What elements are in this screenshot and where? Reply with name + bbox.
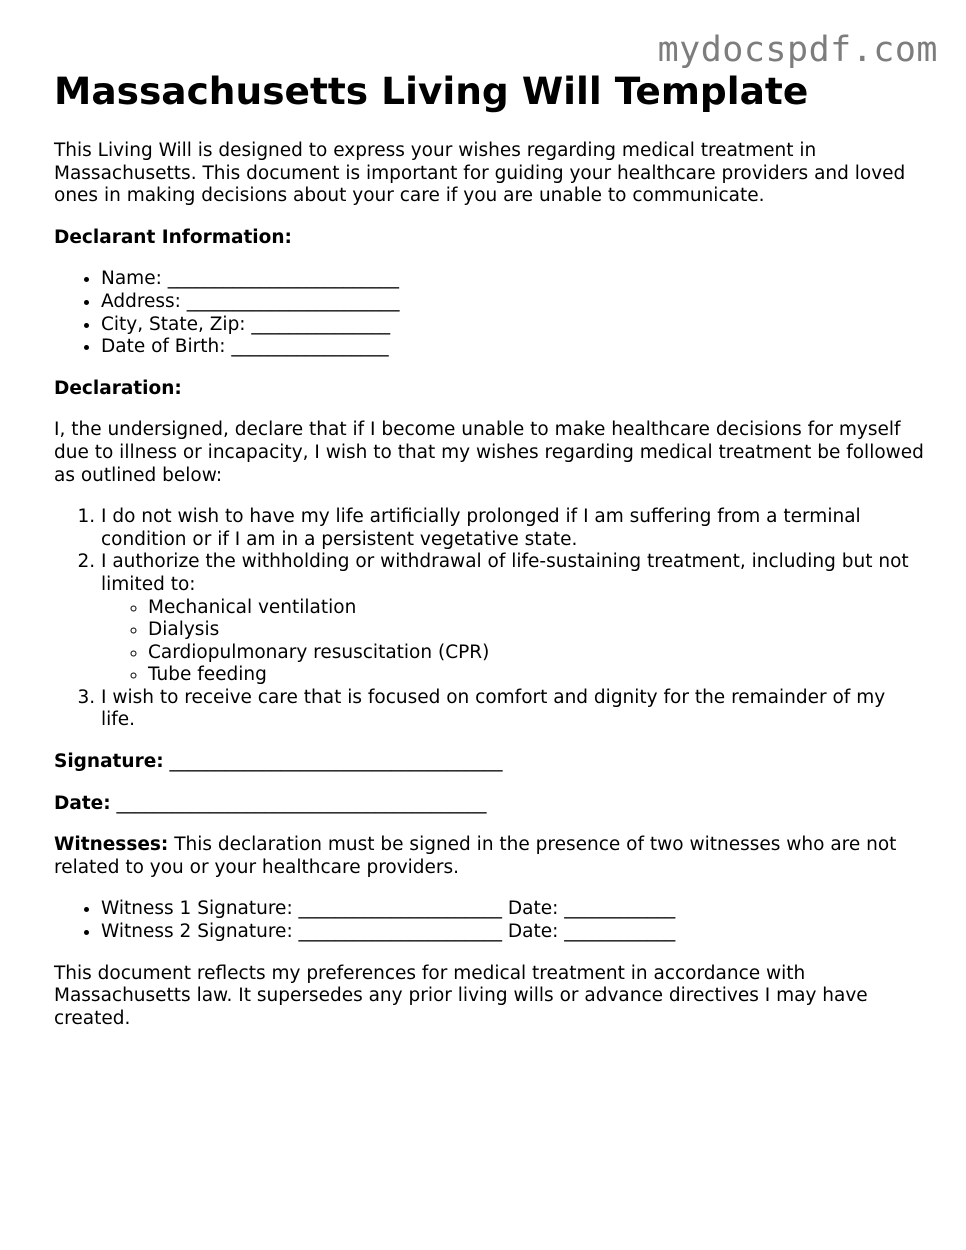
- watermark: mydocspdf.com: [657, 30, 938, 70]
- declaration-item: [101, 687, 924, 732]
- closing-paragraph: This document reflects my preferences for medical treatment in accordance with Massachusetts law. It supersedes any prior living wills or advance directives I may have created.: [54, 962, 868, 1029]
- declaration-paragraph: I, the undersigned, declare that if I become unable to make healthcare decisions for myself due to illness or incapacity, I wish to that my wishes regarding medical treatment be followed as outlined below:: [54, 419, 924, 486]
- declarant-fields-list: [54, 268, 924, 358]
- declaration-item: [101, 506, 924, 551]
- witness-lines-list: [54, 898, 924, 943]
- date-of-birth-field: • Date of Birth: _________________: [101, 336, 924, 359]
- city-state-zip-field: • City, State, Zip: _______________: [101, 314, 924, 337]
- address-field: • Address: _______________________: [101, 291, 924, 314]
- witnesses-paragraph: [54, 834, 924, 879]
- intro-paragraph: This Living Will is designed to express your wishes regarding medical treatment in Massachusetts. This document is important for guiding your healthcare providers and loved ones in making decisions about your care if you are unable to communicate.: [54, 140, 906, 207]
- document-body: [54, 68, 924, 1030]
- date-blank: ________________________________________: [116, 792, 487, 814]
- signature-line: [54, 751, 924, 774]
- declaration-item-text: I authorize the withholding or withdrawal of life-sustaining treatment, including but not limited to:: [101, 551, 909, 595]
- page-title: Massachusetts Living Will Template: [54, 69, 809, 113]
- declaration-item: [101, 551, 924, 687]
- treatment-item: ◦ Dialysis: [148, 619, 924, 642]
- signature-blank: ____________________________________: [169, 751, 503, 773]
- witnesses-text: This declaration must be signed in the presence of two witnesses who are not related to you or your healthcare providers.: [54, 834, 897, 878]
- date-label: Date:: [54, 792, 111, 814]
- treatment-item: ◦ Tube feeding: [148, 664, 924, 687]
- signature-label: Signature:: [54, 751, 164, 773]
- date-line: [54, 793, 924, 816]
- declaration-item-text: I do not wish to have my life artificially prolonged if I am suffering from a terminal condition or if I am in a persistent vegetative state.: [101, 506, 861, 550]
- witnesses-label: Witnesses:: [54, 834, 169, 856]
- witness-1-line: • Witness 1 Signature: ______________________ Date: ____________: [101, 898, 924, 921]
- treatment-item: ◦ Cardiopulmonary resuscitation (CPR): [148, 642, 924, 665]
- name-field: • Name: _________________________: [101, 268, 924, 291]
- declaration-list: [54, 506, 924, 732]
- declarant-heading: Declarant Information:: [54, 226, 292, 248]
- witness-2-line: • Witness 2 Signature: ______________________ Date: ____________: [101, 921, 924, 944]
- declaration-heading: Declaration:: [54, 377, 182, 399]
- treatment-sublist: [101, 597, 924, 687]
- treatment-item: ◦ Mechanical ventilation: [148, 597, 924, 620]
- declaration-item-text: I wish to receive care that is focused on comfort and dignity for the remainder of my life.: [101, 686, 886, 731]
